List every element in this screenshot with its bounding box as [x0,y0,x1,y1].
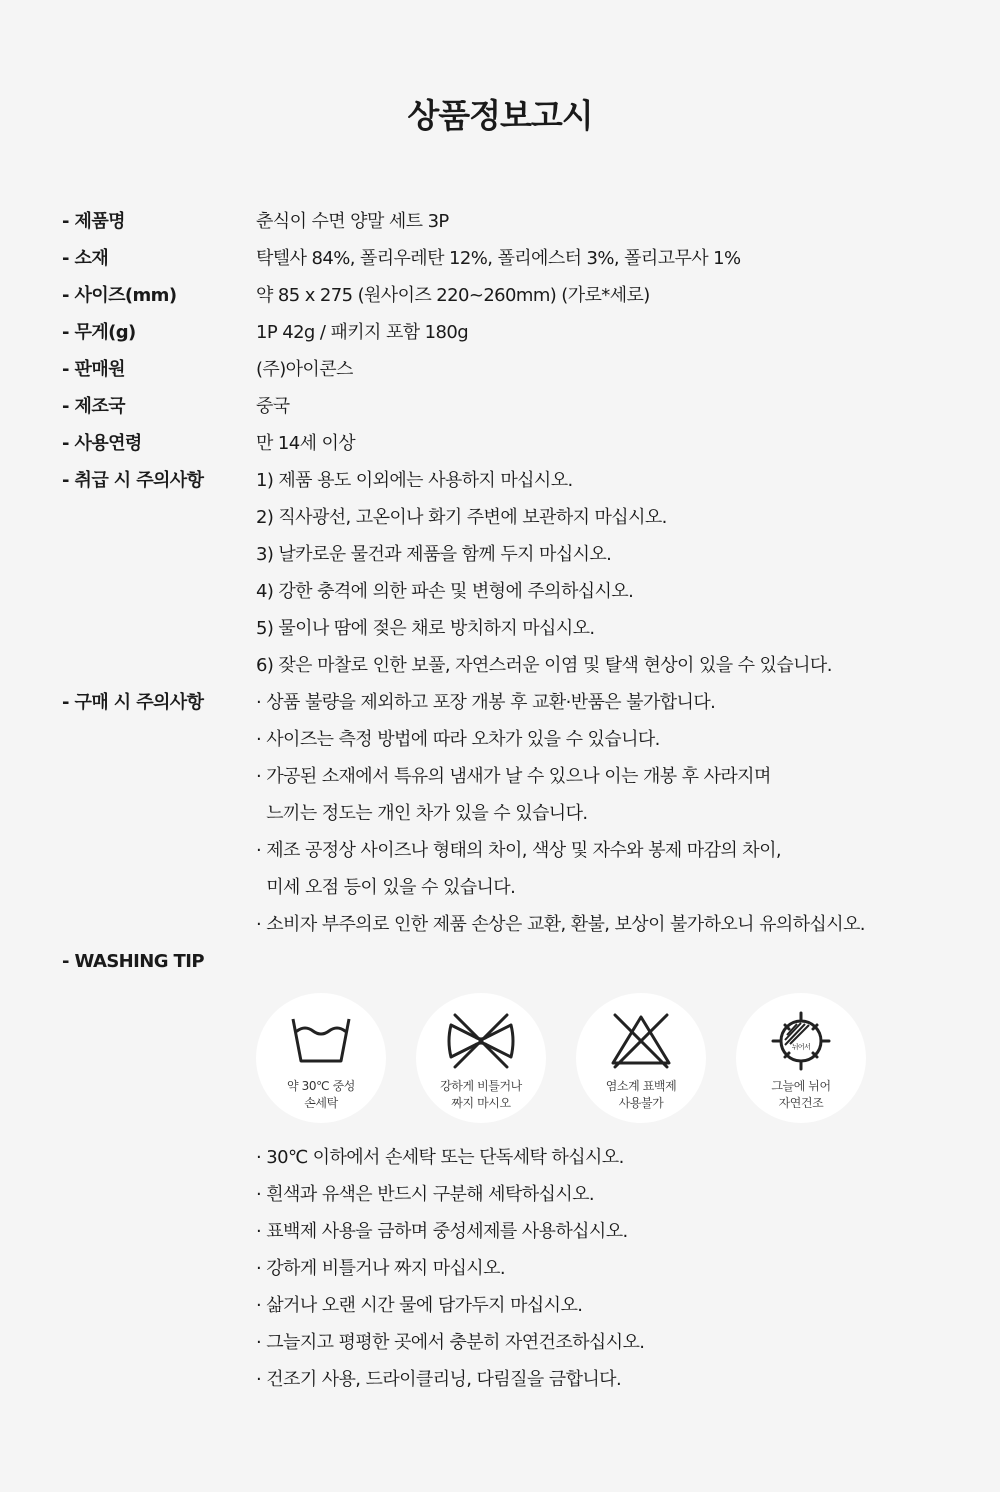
no-wring-symbol [416,993,546,1123]
no-bleach-caption-1: 염소계 표백제 [605,1079,677,1093]
washing-content [256,980,962,1398]
washing-tip: · 표백제 사용을 금하며 중성세제를 사용하십시오. [256,1221,628,1242]
age-value: 만 14세 이상 [256,433,356,454]
washing-tip: · 건조기 사용, 드라이클리닝, 다림질을 금합니다. [256,1369,622,1390]
washing-row [62,943,962,980]
page-title: 상품정보고시 [407,96,593,135]
material-row [62,240,962,277]
product-info-table [62,203,962,1398]
shade-dry-flat-icon [763,1011,839,1071]
washing-tips-list [256,1139,962,1398]
shade-dry-caption-1: 그늘에 뉘어 [771,1079,831,1093]
age-row [62,425,962,462]
washing-tip: · 흰색과 유색은 반드시 구분해 세탁하십시오. [256,1184,595,1205]
washing-tip: · 강하게 비틀거나 짜지 마십시오. [256,1258,505,1279]
no-wring-icon [443,1011,519,1071]
origin-value: 중국 [256,396,290,417]
material-label: - 소재 [62,248,109,269]
handling-item: 1) 제품 용도 이외에는 사용하지 마십시오. [256,470,573,491]
purchase-item: · 소비자 부주의로 인한 제품 손상은 교환, 환불, 보상이 불가하오니 유의하십시오. [256,914,865,935]
washing-tip: · 삶거나 오랜 시간 물에 담가두지 마십시오. [256,1295,583,1316]
size-label: - 사이즈(mm) [62,285,177,306]
handling-item: 4) 강한 충격에 의한 파손 및 변형에 주의하십시오. [256,581,634,602]
weight-label: - 무게(g) [62,322,136,343]
purchase-label: - 구매 시 주의사항 [62,692,204,713]
no-bleach-icon [603,1011,679,1071]
washing-label: - WASHING TIP [62,951,204,972]
purchase-item: · 제조 공정상 사이즈나 형태의 차이, 색상 및 자수와 봉제 마감의 차이, [256,840,781,861]
shade-dry-icon-text: 뉘어서 [791,1043,811,1051]
size-value: 약 85 x 275 (원사이즈 220~260mm) (가로*세로) [256,285,650,306]
shade-dry-caption-2: 자연건조 [778,1096,824,1110]
weight-value: 1P 42g / 패키지 포함 180g [256,322,469,343]
purchase-item: · 가공된 소재에서 특유의 냄새가 날 수 있으나 이는 개봉 후 사라지며 [256,766,771,787]
origin-label: - 제조국 [62,396,125,417]
weight-row [62,314,962,351]
handling-row [62,462,962,684]
material-value: 탁텔사 84%, 폴리우레탄 12%, 폴리에스터 3%, 폴리고무사 1% [256,248,741,269]
purchase-list [256,684,962,943]
product-name-row [62,203,962,240]
seller-row [62,351,962,388]
washing-tip: · 30℃ 이하에서 손세탁 또는 단독세탁 하십시오. [256,1147,624,1168]
washing-content-row [62,980,962,1398]
washing-icons [256,993,962,1123]
purchase-item: · 상품 불량을 제외하고 포장 개봉 후 교환·반품은 불가합니다. [256,692,716,713]
hand-wash-caption-1: 약 30℃ 중성 [287,1079,355,1093]
no-wring-caption-1: 강하게 비틀거나 [440,1079,522,1093]
wash-tub-icon [283,1011,359,1071]
handling-list [256,462,962,684]
handling-item: 6) 잦은 마찰로 인한 보풀, 자연스러운 이염 및 탈색 현상이 있을 수 있습니다. [256,655,832,676]
no-wring-caption-2: 짜지 마시오 [451,1096,511,1110]
washing-tip: · 그늘지고 평평한 곳에서 충분히 자연건조하십시오. [256,1332,645,1353]
handling-label: - 취급 시 주의사항 [62,470,204,491]
handling-item: 3) 날카로운 물건과 제품을 함께 두지 마십시오. [256,544,612,565]
age-label: - 사용연령 [62,433,142,454]
size-row [62,277,962,314]
handling-item: 2) 직사광선, 고온이나 화기 주변에 보관하지 마십시오. [256,507,667,528]
seller-label: - 판매원 [62,359,125,380]
handling-item: 5) 물이나 땀에 젖은 채로 방치하지 마십시오. [256,618,595,639]
origin-row [62,388,962,425]
hand-wash-caption-2: 손세탁 [304,1096,338,1110]
purchase-item: 느끼는 정도는 개인 차가 있을 수 있습니다. [256,803,588,824]
seller-value: (주)아이콘스 [256,359,353,380]
product-name-label: - 제품명 [62,211,125,232]
purchase-row [62,684,962,943]
product-name-value: 춘식이 수면 양말 세트 3P [256,211,449,232]
purchase-item: · 사이즈는 측정 방법에 따라 오차가 있을 수 있습니다. [256,729,660,750]
no-bleach-symbol [576,993,706,1123]
shade-dry-symbol [736,993,866,1123]
hand-wash-symbol [256,993,386,1123]
purchase-item: 미세 오점 등이 있을 수 있습니다. [256,877,516,898]
no-bleach-caption-2: 사용불가 [618,1096,664,1110]
